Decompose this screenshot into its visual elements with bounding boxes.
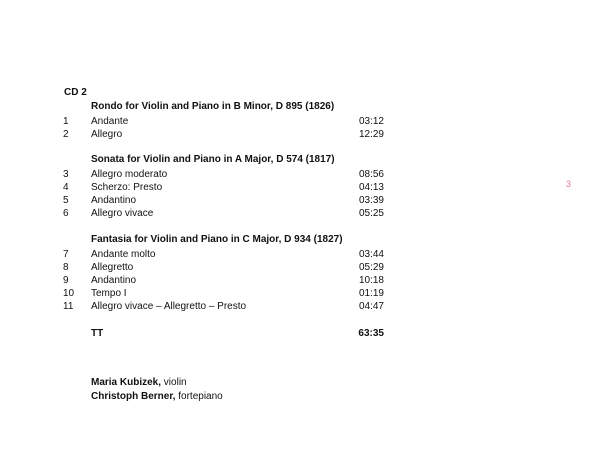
- track-row: [0, 248, 600, 261]
- track-row: [0, 194, 600, 207]
- performer-line: [91, 390, 223, 404]
- track-number: 3: [63, 169, 69, 180]
- work-title: Sonata for Violin and Piano in A Major, D 574 (1817): [91, 154, 335, 165]
- track-duration: 01:19: [358, 288, 384, 299]
- track-duration: 05:29: [358, 262, 384, 273]
- track-duration: 12:29: [358, 129, 384, 140]
- track-title: Andante molto: [91, 249, 156, 260]
- track-number: 4: [63, 182, 69, 193]
- track-duration: 10:18: [358, 275, 384, 286]
- track-duration: 04:47: [358, 301, 384, 312]
- performer-name: Maria Kubizek,: [91, 377, 162, 388]
- work-title: Rondo for Violin and Piano in B Minor, D 895 (1826): [91, 101, 335, 112]
- track-row: [0, 128, 600, 141]
- total-label: TT: [91, 328, 104, 339]
- page-number: 3: [566, 179, 572, 189]
- total-time-row: [0, 327, 600, 340]
- track-title: Tempo I: [91, 288, 127, 299]
- track-row: [0, 207, 600, 220]
- cd-label: CD 2: [64, 87, 87, 98]
- track-number: 10: [63, 288, 75, 299]
- total-duration: 63:35: [358, 328, 384, 339]
- track-title: Andante: [91, 116, 129, 127]
- performer-role: fortepiano: [175, 391, 223, 402]
- track-title: Allegro: [91, 129, 123, 140]
- performer-name: Christoph Berner,: [91, 391, 176, 402]
- track-title: Allegretto: [91, 262, 134, 273]
- track-title: Allegro moderato: [91, 169, 168, 180]
- performer-line: [91, 376, 223, 390]
- track-number: 9: [63, 275, 69, 286]
- track-number: 7: [63, 249, 69, 260]
- track-duration: 03:44: [358, 249, 384, 260]
- track-number: 5: [63, 195, 69, 206]
- track-title: Andantino: [91, 275, 137, 286]
- track-title: Scherzo: Presto: [91, 182, 163, 193]
- track-duration: 08:56: [358, 169, 384, 180]
- track-duration: 03:39: [358, 195, 384, 206]
- track-row: [0, 261, 600, 274]
- track-title: Allegro vivace – Allegretto – Presto: [91, 301, 247, 312]
- track-row: [0, 181, 600, 194]
- track-title: Allegro vivace: [91, 208, 154, 219]
- track-title: Andantino: [91, 195, 137, 206]
- track-number: 8: [63, 262, 69, 273]
- track-number: 1: [63, 116, 69, 127]
- track-number: 2: [63, 129, 69, 140]
- track-duration: 03:12: [358, 116, 384, 127]
- track-row: [0, 168, 600, 181]
- work-title: Fantasia for Violin and Piano in C Major, D 934 (1827): [91, 234, 343, 245]
- track-duration: 04:13: [358, 182, 384, 193]
- track-row: [0, 115, 600, 128]
- track-number: 11: [63, 301, 74, 312]
- performer-role: violin: [161, 377, 187, 388]
- track-duration: 05:25: [358, 208, 384, 219]
- track-row: [0, 274, 600, 287]
- track-row: [0, 287, 600, 300]
- performers-list: [91, 376, 223, 404]
- track-number: 6: [63, 208, 69, 219]
- track-row: [0, 300, 600, 313]
